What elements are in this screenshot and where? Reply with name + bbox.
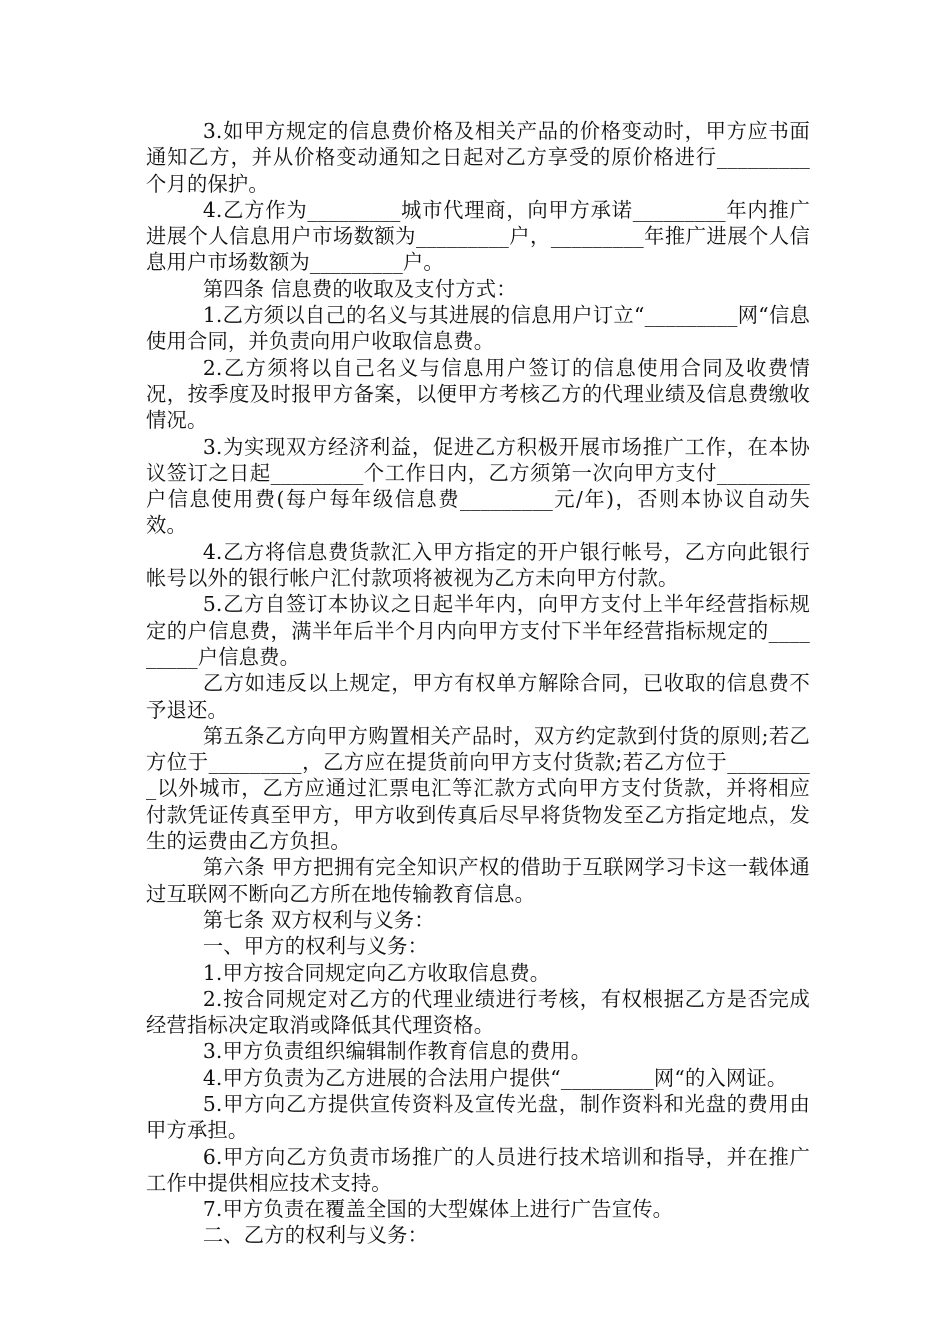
- article-4-penalty: 乙方如违反以上规定，甲方有权单方解除合同，已收取的信息费不予退还。: [146, 671, 810, 722]
- clause-4-agent-commitment: 4.乙方作为_________城市代理商，向甲方承诺_________年内推广进展个人信息用户市场数额为_________户，_________年推广进展个人信息用户市场数额为_________户。: [146, 197, 810, 275]
- article-7-heading: 第七条 双方权利与义务：: [202, 907, 435, 932]
- party-b-rights-heading: 二、乙方的权利与义务：: [202, 1223, 429, 1248]
- party-a-item-7: 7.甲方负责在覆盖全国的大型媒体上进行广告宣传。: [202, 1197, 674, 1222]
- party-a-item-2: 2.按合同规定对乙方的代理业绩进行考核，有权根据乙方是否完成经营指标决定取消或降低其代理资格。: [146, 986, 810, 1038]
- article-4-item-3: 3.为实现双方经济利益，促进乙方积极开展市场推广工作，在本协议签订之日起_________个工作日内，乙方须第一次向甲方支付_________户信息使用费(每户每年级信息费_________元/年)，否则本协议自动失效。: [146, 434, 810, 538]
- party-a-rights-heading: 一、甲方的权利与义务：: [202, 934, 429, 959]
- article-4-item-2: 2.乙方须将以自己名义与信息用户签订的信息使用合同及收费情况，按季度及时报甲方备案，以便甲方考核乙方的代理业绩及信息费缴收情况。: [146, 355, 810, 433]
- party-a-item-4: 4.甲方负责为乙方进展的合法用户提供“_________网“的入网证。: [202, 1065, 788, 1090]
- party-a-item-5: 5.甲方向乙方提供宣传资料及宣传光盘，制作资料和光盘的费用由甲方承担。: [146, 1091, 810, 1143]
- article-5: 第五条乙方向甲方购置相关产品时，双方约定款到付货的原则;若乙方位于_________，乙方应在提货前向甲方支付货款;若乙方位于_________以外城市，乙方应通过汇票电汇等汇款方式向甲方支付货款，并将相应付款凭证传真至甲方，甲方收到传真后尽早将货物发至乙方指定地点，发生的运费由乙方负担。: [146, 723, 810, 854]
- article-6: 第六条 甲方把拥有完全知识产权的借助于互联网学习卡这一载体通过互联网不断向乙方所在地传输教育信息。: [146, 855, 810, 906]
- article-4-heading: 第四条 信息费的收取及支付方式：: [202, 276, 517, 301]
- article-4-item-4: 4.乙方将信息费货款汇入甲方指定的开户银行帐号，乙方向此银行帐号以外的银行帐户汇付款项将被视为乙方未向甲方付款。: [146, 539, 810, 591]
- article-4-item-1: 1.乙方须以自己的名义与其进展的信息用户订立“_________网“信息使用合同，并负责向用户收取信息费。: [146, 303, 810, 354]
- party-a-item-3: 3.甲方负责组织编辑制作教育信息的费用。: [202, 1039, 592, 1064]
- party-a-item-6: 6.甲方向乙方负责市场推广的人员进行技术培训和指导，并在推广工作中提供相应技术支持。: [146, 1144, 810, 1195]
- party-a-item-1: 1.甲方按合同规定向乙方收取信息费。: [202, 960, 551, 985]
- article-4-item-5: 5.乙方自签订本协议之日起半年内，向甲方支付上半年经营指标规定的户信息费，满半年后半个月内向甲方支付下半年经营指标规定的_________户信息费。: [146, 592, 810, 669]
- document-body: [146, 118, 810, 1249]
- clause-3-price-protection: 3.如甲方规定的信息费价格及相关产品的价格变动时，甲方应书面通知乙方，并从价格变动通知之日起对乙方享受的原价格进行_________个月的保护。: [146, 119, 810, 196]
